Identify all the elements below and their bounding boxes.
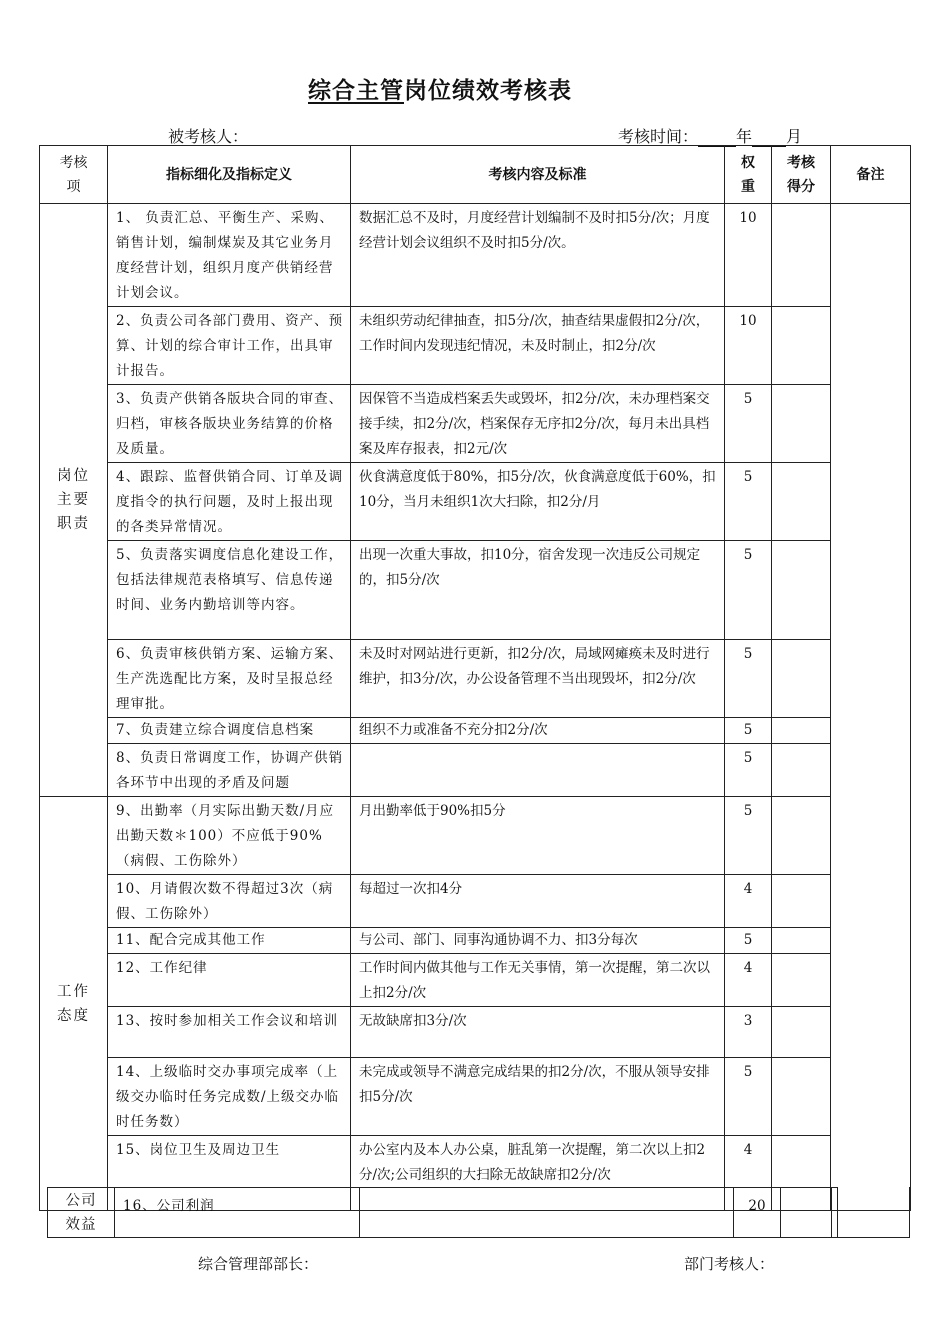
weight-cell: 5: [725, 928, 772, 954]
weight-cell: 4: [725, 875, 772, 928]
table-row: [40, 1007, 911, 1058]
footer-dept-head: 综合管理部部长：: [198, 1255, 319, 1273]
standard-cell: 办公室内及本人办公桌，脏乱第一次提醒，第二次以上扣2分/次;公司组织的大扫除无故缺席扣2分/次: [351, 1136, 725, 1211]
table-row: [40, 797, 911, 875]
indicator-cell: 16、公司利润: [115, 1188, 360, 1238]
score-cell[interactable]: [772, 204, 831, 307]
score-cell[interactable]: [772, 744, 831, 797]
category-benefit: 公司效益: [48, 1188, 115, 1238]
table-row: [40, 204, 911, 307]
examinee-label: 被考核人：: [168, 127, 249, 146]
indicator-cell: 3、负责产供销各版块合同的审查、归档，审核各版块业务结算的价格及质量。: [108, 385, 351, 463]
score-cell[interactable]: [772, 718, 831, 744]
table-row: [40, 463, 911, 541]
weight-cell: 10: [725, 307, 772, 385]
indicator-cell: 2、负责公司各部门费用、资产、预算、计划的综合审计工作，出具审计报告。: [108, 307, 351, 385]
weight-cell: 5: [725, 463, 772, 541]
category-attitude: 工作态度: [40, 797, 108, 1211]
standard-cell: 组织不力或准备不充分扣2分/次: [351, 718, 725, 744]
standard-cell: [360, 1188, 734, 1238]
score-cell[interactable]: [781, 1188, 832, 1238]
remark-cell[interactable]: [831, 204, 911, 1211]
header-remark: 备注: [831, 146, 911, 204]
table-row: [40, 928, 911, 954]
weight-cell: 3: [725, 1007, 772, 1058]
header-item: 考核项: [40, 146, 108, 204]
indicator-cell: 7、负责建立综合调度信息档案: [108, 718, 351, 744]
assessment-table: [39, 145, 911, 1211]
table-row: [48, 1188, 838, 1238]
indicator-cell: 12、工作纪律: [108, 954, 351, 1007]
table-row: [40, 718, 911, 744]
indicator-cell: 9、出勤率（月实际出勤天数/月应出勤天数＊100）不应低于90%（病假、工伤除外）: [108, 797, 351, 875]
standard-cell: 数据汇总不及时，月度经营计划编制不及时扣5分/次；月度经营计划会议组织不及时扣5分/次。: [351, 204, 725, 307]
score-cell[interactable]: [772, 307, 831, 385]
standard-cell: 每超过一次扣4分: [351, 875, 725, 928]
table-row: [40, 640, 911, 718]
score-cell[interactable]: [772, 954, 831, 1007]
standard-cell: 未及时对网站进行更新，扣2分/次，局域网瘫痪未及时进行维护，扣3分/次，办公设备管理不当出现毁坏，扣2分/次: [351, 640, 725, 718]
indicator-cell: 5、负责落实调度信息化建设工作，包括法律规范表格填写、信息传递时间、业务内勤培训等内容。: [108, 541, 351, 640]
table-row: [40, 744, 911, 797]
score-cell[interactable]: [772, 1007, 831, 1058]
score-cell[interactable]: [772, 1058, 831, 1136]
table-row: [40, 875, 911, 928]
time-label: 考核时间：: [618, 127, 699, 146]
table-row: [40, 954, 911, 1007]
weight-cell: 5: [725, 541, 772, 640]
score-cell[interactable]: [772, 463, 831, 541]
table-row: [40, 307, 911, 385]
weight-cell: 5: [725, 797, 772, 875]
category-duties: 岗位主要职责: [40, 204, 108, 797]
month-label: 月: [786, 127, 803, 146]
score-cell[interactable]: [772, 875, 831, 928]
standard-cell: 出现一次重大事故，扣10分，宿舍发现一次违反公司规定的，扣5分/次: [351, 541, 725, 640]
assessment-time: [618, 124, 802, 147]
weight-cell: 5: [725, 640, 772, 718]
score-cell[interactable]: [772, 385, 831, 463]
title-rest: 岗位绩效考核表: [404, 77, 572, 104]
standard-cell: 工作时间内做其他与工作无关事情，第一次提醒，第二次以上扣2分/次: [351, 954, 725, 1007]
standard-cell: 未组织劳动纪律抽查，扣5分/次，抽查结果虚假扣2分/次，工作时间内发现违纪情况，未及时制止，扣2分/次: [351, 307, 725, 385]
score-cell[interactable]: [772, 928, 831, 954]
indicator-cell: 11、配合完成其他工作: [108, 928, 351, 954]
indicator-cell: 14、上级临时交办事项完成率（上级交办临时任务完成数/上级交办临时任务数）: [108, 1058, 351, 1136]
indicator-cell: 4、跟踪、监督供销合同、订单及调度指令的执行问题，及时上报出现的各类异常情况。: [108, 463, 351, 541]
weight-cell: 4: [725, 1136, 772, 1211]
standard-cell: 伙食满意度低于80%，扣5分/次，伙食满意度低于60%，扣10分，当月未组织1次大扫除，扣2分/月: [351, 463, 725, 541]
weight-cell: 5: [725, 718, 772, 744]
weight-cell: 10: [725, 204, 772, 307]
header-score: 考核得分: [772, 146, 831, 204]
indicator-cell: 13、按时参加相关工作会议和培训: [108, 1007, 351, 1058]
standard-cell: 与公司、部门、同事沟通协调不力、扣3分每次: [351, 928, 725, 954]
title-underlined: 综合主管: [308, 77, 404, 104]
header-standard: 考核内容及标准: [351, 146, 725, 204]
header-weight: 权重: [725, 146, 772, 204]
weight-cell: 5: [725, 1058, 772, 1136]
indicator-cell: 6、负责审核供销方案、运输方案、生产洗选配比方案，及时呈报总经理审批。: [108, 640, 351, 718]
weight-cell: 5: [725, 744, 772, 797]
indicator-cell: 15、岗位卫生及周边卫生: [108, 1136, 351, 1211]
standard-cell: 月出勤率低于90%扣5分: [351, 797, 725, 875]
standard-cell: [351, 744, 725, 797]
standard-cell: 无故缺席扣3分/次: [351, 1007, 725, 1058]
indicator-cell: 8、负责日常调度工作，协调产供销各环节中出现的矛盾及问题: [108, 744, 351, 797]
header-row: [40, 146, 911, 204]
score-cell[interactable]: [772, 640, 831, 718]
indicator-cell: 1、 负责汇总、平衡生产、采购、销售计划，编制煤炭及其它业务月度经营计划，组织月度产供销经营计划会议。: [108, 204, 351, 307]
weight-cell: 20: [734, 1188, 781, 1238]
standard-cell: 因保管不当造成档案丢失或毁坏，扣2分/次，未办理档案交接手续，扣2分/次，档案保存无序扣2分/次，每月未出具档案及库存报表，扣2元/次: [351, 385, 725, 463]
header-indicator: 指标细化及指标定义: [108, 146, 351, 204]
score-cell[interactable]: [772, 541, 831, 640]
page-title: [0, 72, 880, 105]
weight-cell: 5: [725, 385, 772, 463]
footer-assessor: 部门考核人：: [684, 1255, 775, 1273]
table-row: [40, 385, 911, 463]
year-label: 年: [736, 127, 753, 146]
score-cell[interactable]: [772, 797, 831, 875]
indicator-cell: 10、月请假次数不得超过3次（病假、工伤除外）: [108, 875, 351, 928]
table-row: [40, 1058, 911, 1136]
benefit-table: [47, 1187, 838, 1238]
remark-extension: [836, 1187, 910, 1238]
standard-cell: 未完成或领导不满意完成结果的扣2分/次，不服从领导安排扣5分/次: [351, 1058, 725, 1136]
table-row: [40, 541, 911, 640]
weight-cell: 4: [725, 954, 772, 1007]
